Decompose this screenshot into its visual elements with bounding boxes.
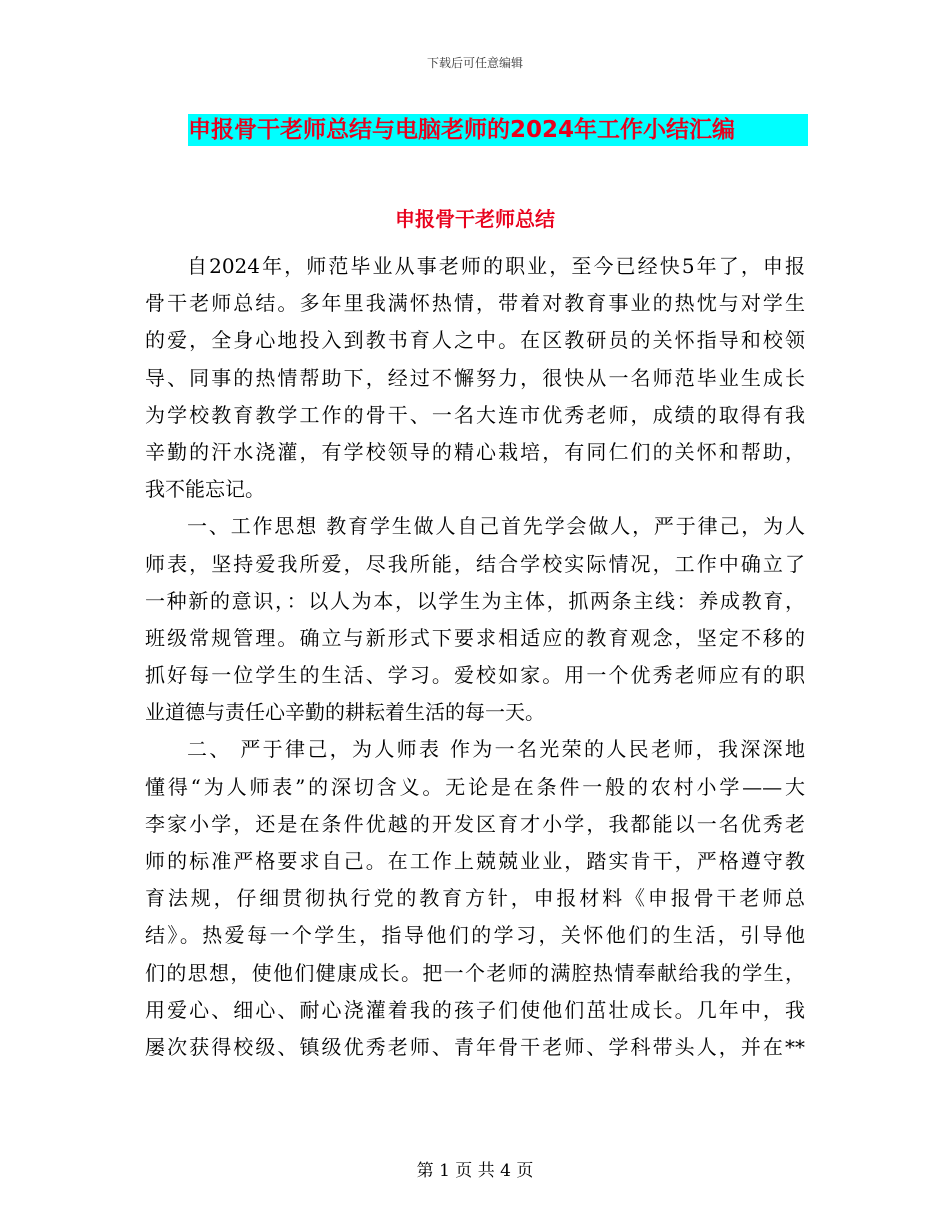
body-line: 一种新的意识，：以人为本，以学生为主体，抓两条主线：养成教育， xyxy=(145,588,805,613)
body-line: 抓好每一位学生的生活、学习。爱校如家。用一个优秀老师应有的职 xyxy=(145,663,805,688)
body-line: 育法规，仔细贯彻执行党的教育方针，申报材料《申报骨干老师总 xyxy=(145,886,805,911)
body-line: 师表，坚持爱我所爱，尽我所能，结合学校实际情况，工作中确立了 xyxy=(145,551,805,576)
document-body xyxy=(145,248,805,1066)
body-line: 李家小学，还是在条件优越的开发区育才小学，我都能以一名优秀老 xyxy=(145,811,805,836)
body-line: 导、同事的热情帮助下，经过不懈努力，很快从一名师范毕业生成长 xyxy=(145,365,805,390)
body-line: 用爱心、细心、耐心浇灌着我的孩子们使他们茁壮成长。几年中，我 xyxy=(145,997,805,1022)
body-line: 师的标准严格要求自己。在工作上兢兢业业，踏实肯干，严格遵守教 xyxy=(145,849,805,873)
body-line: 辛勤的汗水浇灌，有学校领导的精心栽培，有同仁们的关怀和帮助， xyxy=(145,439,805,464)
body-line: 懂得“为人师表”的深切含义。无论是在条件一般的农村小学——大 xyxy=(145,774,805,799)
document-title: 申报骨干老师总结与电脑老师的2024年工作小结汇编 xyxy=(188,114,808,146)
section-title: 申报骨干老师总结 xyxy=(395,207,555,231)
body-line: 为学校教育教学工作的骨干、一名大连市优秀老师，成绩的取得有我 xyxy=(145,402,805,427)
body-line: 结》。热爱每一个学生，指导他们的学习，关怀他们的生活，引导他 xyxy=(145,923,805,948)
page-number: 第 1 页 共 4 页 xyxy=(416,1161,534,1181)
body-line: 二、 严于律己，为人师表 作为一名光荣的人民老师，我深深地 xyxy=(187,737,805,762)
body-line: 一、工作思想 教育学生做人自己首先学会做人，严于律己，为人 xyxy=(187,514,805,539)
body-line: 屡次获得校级、镇级优秀老师、青年骨干老师、学科带头人，并在** xyxy=(145,1034,805,1059)
body-line: 我不能忘记。 xyxy=(145,477,265,502)
body-line: 骨干老师总结。多年里我满怀热情，带着对教育事业的热忱与对学生 xyxy=(145,291,805,316)
body-line: 自2024年，师范毕业从事老师的职业，至今已经快5年了，申报 xyxy=(187,254,805,278)
body-line: 班级常规管理。确立与新形式下要求相适应的教育观念，坚定不移的 xyxy=(145,625,805,650)
body-line: 的爱，全身心地投入到教书育人之中。在区教研员的关怀指导和校领 xyxy=(145,328,805,353)
body-line: 们的思想，使他们健康成长。把一个老师的满腔热情奉献给我的学生， xyxy=(145,960,805,985)
body-line: 业道德与责任心辛勤的耕耘着生活的每一天。 xyxy=(145,700,545,725)
page-header-note: 下载后可任意编辑 xyxy=(426,56,523,70)
